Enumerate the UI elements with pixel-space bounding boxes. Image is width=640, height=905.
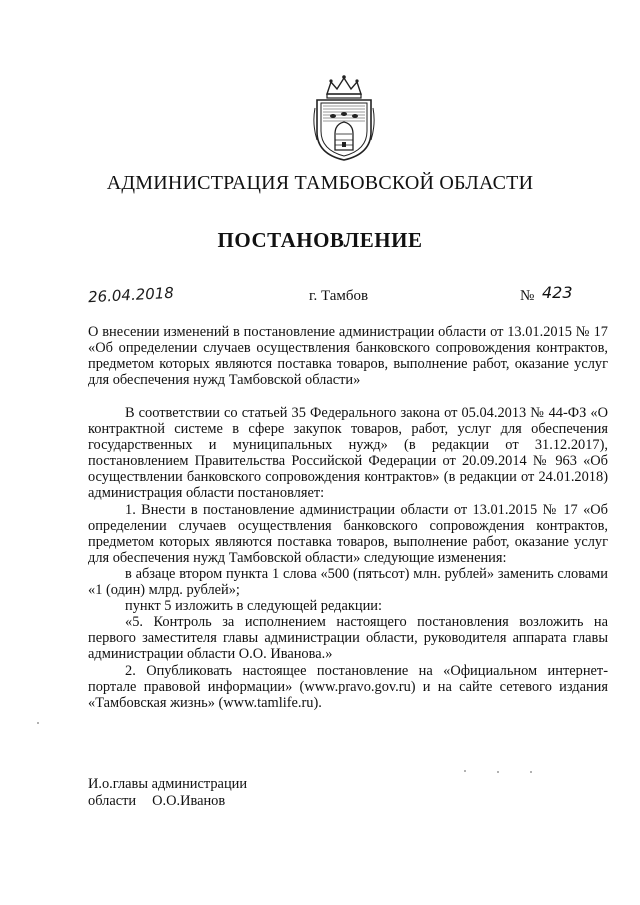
signature-block (88, 776, 247, 810)
item-1-amendment-c: «5. Контроль за исполнением настоящего постановления возложить на первого заместителя главы администрации области, руководителя аппарата главы администрации области О.О. Иванова.» (88, 614, 608, 663)
scan-speck (37, 722, 39, 724)
document-subject (88, 324, 608, 388)
handwritten-date: 26.04.2018 (87, 283, 175, 307)
signatory-position-line2: области (88, 793, 137, 809)
scan-speck (464, 770, 466, 772)
item-1-amendment-b: пункт 5 изложить в следующей редакции: (125, 598, 382, 615)
coat-of-arms-emblem (311, 74, 377, 162)
preamble-paragraph: В соответствии со статьей 35 Федерального закона от 05.04.2013 № 44-ФЗ «О контрактной системе в сфере закупок товаров, работ, услуг для обеспечения государственных и муниципальных нужд» (в редакции от 31.12.2017), постановлением Правительства Российской Федерации от 20.09.2014 № 963 «Об осуществлении банковского сопровождения контрактов» (в редакции от 24.01.2018) администрация области постановляет: (88, 405, 608, 502)
subject-text: О внесении изменений в постановление администрации области от 13.01.2015 № 17 «Об определении случаев осуществления банковского сопровождения контрактов, предметом которых являются поставка товаров, выполнение работ, оказание услуг для обеспечения нужд Тамбовской области» (88, 324, 608, 389)
handwritten-document-number: 423 (542, 283, 573, 302)
item-2-paragraph: 2. Опубликовать настоящее постановление на «Официальном интернет-портале правовой информации» (www.pravo.gov.ru) и на сайте сетевого издания «Тамбовская жизнь» (www.tamlife.ru). (88, 662, 608, 711)
scan-speck (497, 771, 499, 773)
document-body (88, 405, 608, 711)
organization-title: АДМИНИСТРАЦИЯ ТАМБОВСКОЙ ОБЛАСТИ (106, 172, 534, 194)
item-1-paragraph: 1. Внести в постановление администрации области от 13.01.2015 № 17 «Об определении случаев осуществления банковского сопровождения контрактов, предметом которых являются поставка товаров, выполнение работ, оказание услуг для обеспечения нужд Тамбовской области» следующие изменения: (88, 501, 608, 566)
document-type-title: ПОСТАНОВЛЕНИЕ (217, 228, 423, 252)
number-label: № (520, 288, 535, 304)
item-1-amendment-a: в абзаце втором пункта 1 слова «500 (пятьсот) млн. рублей» заменить словами «1 (один) млрд. рублей»; (88, 565, 608, 599)
scan-speck (530, 771, 532, 773)
signatory-name: О.О.Иванов (152, 793, 226, 809)
signatory-position-line1: И.о.главы администрации (88, 776, 248, 792)
city-label: г. Тамбов (309, 288, 369, 304)
